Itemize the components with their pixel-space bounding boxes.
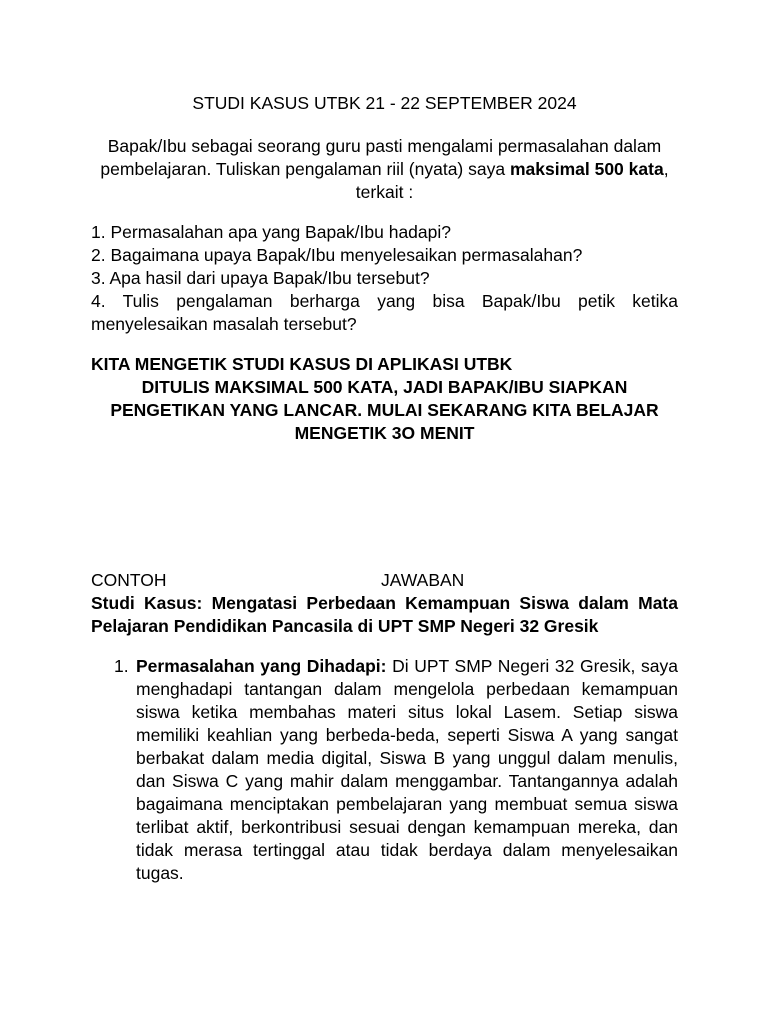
answer-item: [91, 655, 678, 885]
headline-notice: [91, 353, 678, 445]
case-study-title: Studi Kasus: Mengatasi Perbedaan Kemampuan Siswa dalam Mata Pelajaran Pendidikan Pancasila di UPT SMP Negeri 32 Gresik: [91, 593, 678, 636]
answer-heading: Permasalahan yang Dihadapi:: [136, 656, 387, 676]
headline-line: KITA MENGETIK STUDI KASUS DI APLIKASI UTBK: [91, 354, 513, 374]
question-item: 3. Apa hasil dari upaya Bapak/Ibu tersebut?: [91, 268, 430, 288]
intro-bold-limit: maksimal 500 kata: [509, 159, 664, 179]
intro-text-end: , terkait :: [355, 159, 669, 202]
document-page: [91, 92, 678, 885]
question-item: 2. Bagaimana upaya Bapak/Ibu menyelesaikan permasalahan?: [91, 245, 583, 265]
answer-body: Di UPT SMP Negeri 32 Gresik, saya menghadapi tantangan dalam mengelola perbedaan kemampuan siswa ketika membahas materi situs lokal Lasem. Setiap siswa memiliki keahlian yang berbeda-beda, seperti Siswa A yang sangat berbakat dalam media digital, Siswa B yang unggul dalam menulis, dan Siswa C yang mahir dalam menggambar. Tantangannya adalah bagaimana menciptakan pembelajaran yang membuat semua siswa terlibat aktif, berkontribusi sesuai dengan kemampuan mereka, dan tidak merasa tertinggal atau tidak berdaya dalam menyelesaikan tugas.: [136, 656, 678, 883]
question-item: 1. Permasalahan apa yang Bapak/Ibu hadapi?: [91, 222, 451, 242]
intro-text: Bapak/Ibu sebagai seorang guru pasti mengalami permasalahan dalam pembelajaran. Tuliskan pengalaman riil (nyata) saya: [100, 136, 662, 179]
headline-instructions: DITULIS MAKSIMAL 500 KATA, JADI BAPAK/IBU SIAPKAN PENGETIKAN YANG LANCAR. MULAI SEKARANG KITA BELAJAR MENGETIK 3O MENIT: [110, 377, 659, 443]
answer-number: 1.: [114, 656, 129, 676]
example-label-row: [91, 569, 678, 592]
intro-paragraph: [91, 135, 678, 204]
answer-label: JAWABAN: [381, 570, 465, 590]
example-label: CONTOH: [91, 570, 167, 590]
question-list: [91, 221, 678, 336]
answer-list: [91, 655, 678, 885]
question-item: 4. Tulis pengalaman berharga yang bisa Bapak/Ibu petik ketika menyelesaikan masalah tersebut?: [91, 291, 678, 334]
document-title: STUDI KASUS UTBK 21 - 22 SEPTEMBER 2024: [192, 93, 577, 113]
blank-space: [91, 445, 678, 569]
